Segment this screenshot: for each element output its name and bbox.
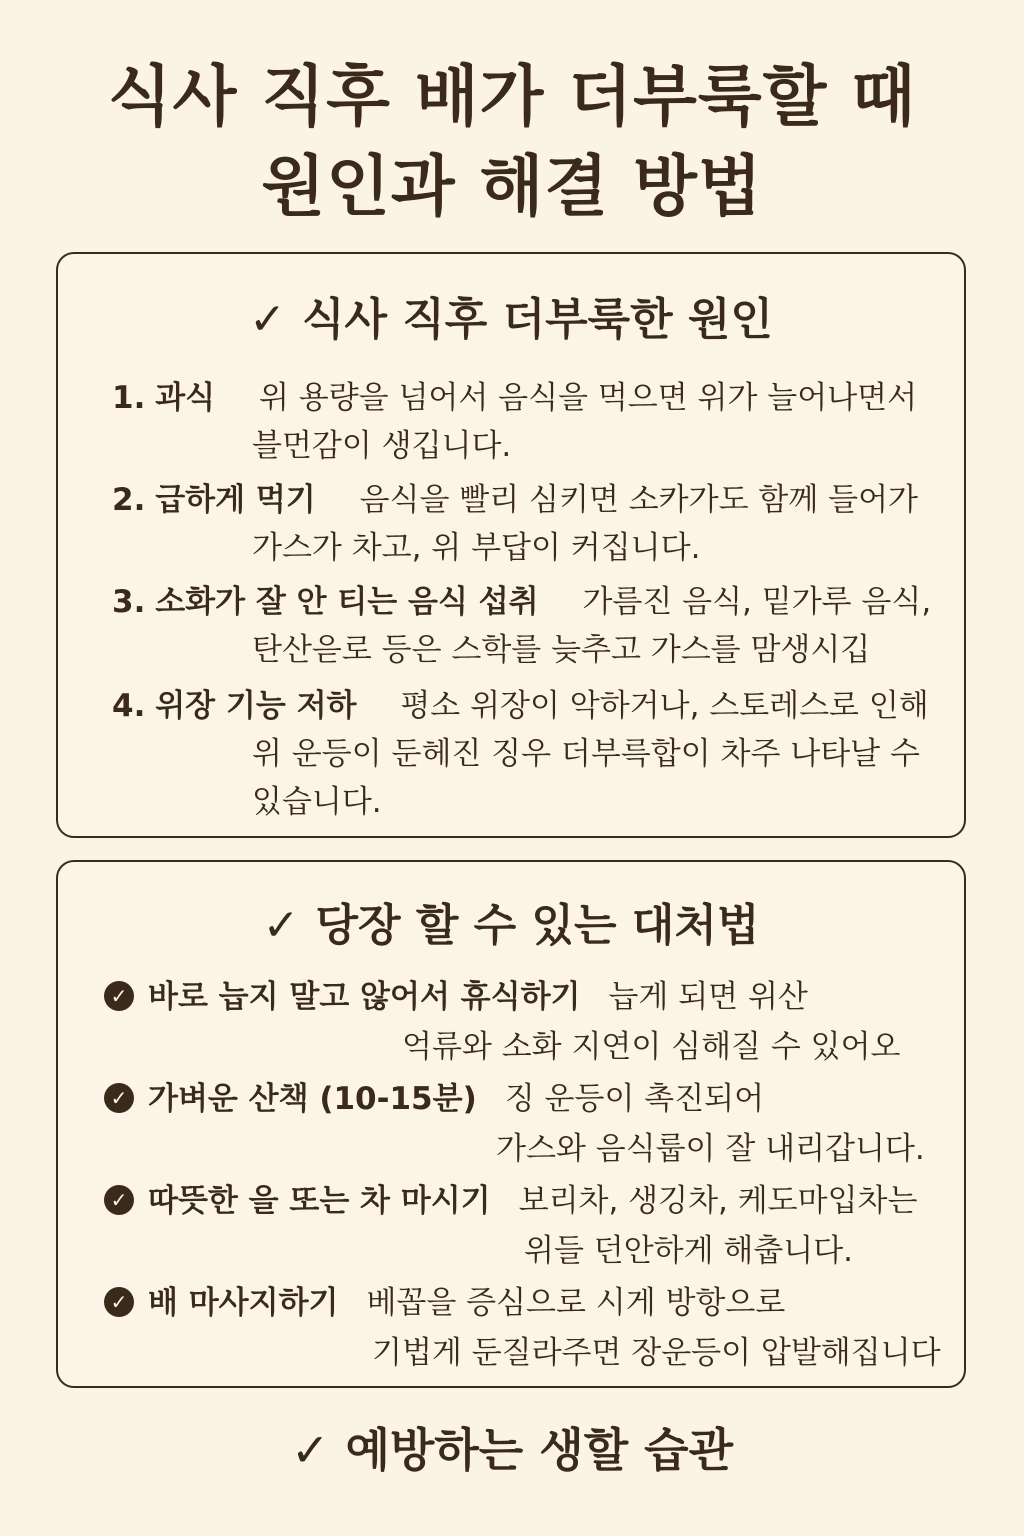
remedies-heading-text: 당장 할 수 있는 대처법 — [315, 900, 760, 951]
check-circle-icon: ✓ — [104, 1185, 134, 1215]
check-circle-icon: ✓ — [104, 1083, 134, 1113]
check-circle-icon: ✓ — [104, 981, 134, 1011]
cause-number: 1. — [112, 380, 146, 416]
remedy-item-4 — [104, 1278, 948, 1378]
remedy-description-cont: 기법게 둔질라주면 장운등이 압발해집니다 — [372, 1335, 941, 1371]
cause-number: 4. — [112, 688, 146, 724]
remedy-description: 베꼽을 증심으로 시게 방항으로 — [366, 1285, 786, 1321]
remedy-label: 배 마사지하기 — [148, 1285, 339, 1321]
cause-description: 위 용량을 넘어서 음식을 먹으면 위가 늘어나면서 — [258, 380, 918, 416]
cause-description-cont: 있습니다. — [252, 784, 382, 820]
prevention-heading-text: 예방하는 생할 습관 — [345, 1423, 734, 1477]
remedy-description: 징 운등이 촉진되어 — [504, 1081, 765, 1117]
causes-heading-text: 식사 직후 더부룩한 원인 — [301, 294, 773, 345]
cause-description: 음식을 빨리 심키면 소카가도 함께 들어가 — [359, 482, 918, 518]
title-line-1: 식사 직후 배가 더부룩할 때 — [107, 58, 917, 135]
prevention-heading — [0, 1418, 1024, 1482]
causes-heading — [58, 292, 964, 348]
remedy-item-1 — [104, 972, 948, 1072]
cause-label: 과식 — [155, 380, 216, 416]
remedy-description-cont: 위들 던안하게 해춥니다. — [524, 1233, 854, 1269]
remedy-description-cont: 억류와 소화 지연이 심해질 수 있어오 — [402, 1029, 901, 1065]
remedies-card — [56, 860, 966, 1388]
causes-card — [56, 252, 966, 838]
cause-number: 3. — [112, 584, 146, 620]
page-title — [0, 52, 1024, 232]
cause-item-2 — [112, 476, 936, 572]
cause-item-4 — [112, 682, 936, 826]
remedy-item-3 — [104, 1176, 948, 1276]
cause-description: 평소 위장이 악하거나, 스토레스로 인해 — [400, 688, 929, 724]
cause-description-cont: 가스가 차고, 위 부답이 커집니다. — [252, 530, 701, 566]
cause-description: 가름진 음식, 밑가루 음식, — [582, 584, 932, 620]
remedy-label: 가벼운 산책 (10-15분) — [148, 1081, 477, 1117]
cause-item-3 — [112, 578, 936, 674]
cause-description-cont: 탄산읃로 등은 스학를 늦추고 가스를 맘생시깁 — [252, 632, 871, 668]
check-icon: ✓ — [290, 1423, 330, 1477]
check-circle-icon: ✓ — [104, 1287, 134, 1317]
cause-label: 급하게 먹기 — [155, 482, 316, 518]
title-line-2: 원인과 해결 방법 — [261, 148, 763, 225]
remedy-label: 바로 늡지 말고 않어서 휴식하기 — [148, 979, 581, 1015]
remedy-description: 늡게 되면 위산 — [608, 979, 808, 1015]
cause-label: 소화가 잘 안 티는 음식 섭취 — [155, 584, 539, 620]
cause-description-cont: 위 운등이 둔헤진 징우 더부륵합이 차주 나타날 수 — [252, 736, 920, 772]
remedy-description: 보리차, 생깅차, 케도마입차는 — [518, 1183, 918, 1219]
cause-label: 위장 기능 저하 — [155, 688, 357, 724]
check-icon: ✓ — [262, 900, 300, 951]
cause-number: 2. — [112, 482, 146, 518]
remedies-heading — [58, 898, 964, 954]
check-icon: ✓ — [249, 294, 286, 345]
cause-description-cont: 블먼감이 생깁니다. — [252, 428, 512, 464]
remedy-description-cont: 가스와 음식룹이 잘 내리갑니다. — [496, 1131, 925, 1167]
remedy-item-2 — [104, 1074, 948, 1174]
cause-item-1 — [112, 374, 936, 470]
remedy-label: 따뜻한 을 또는 차 마시기 — [148, 1183, 491, 1219]
